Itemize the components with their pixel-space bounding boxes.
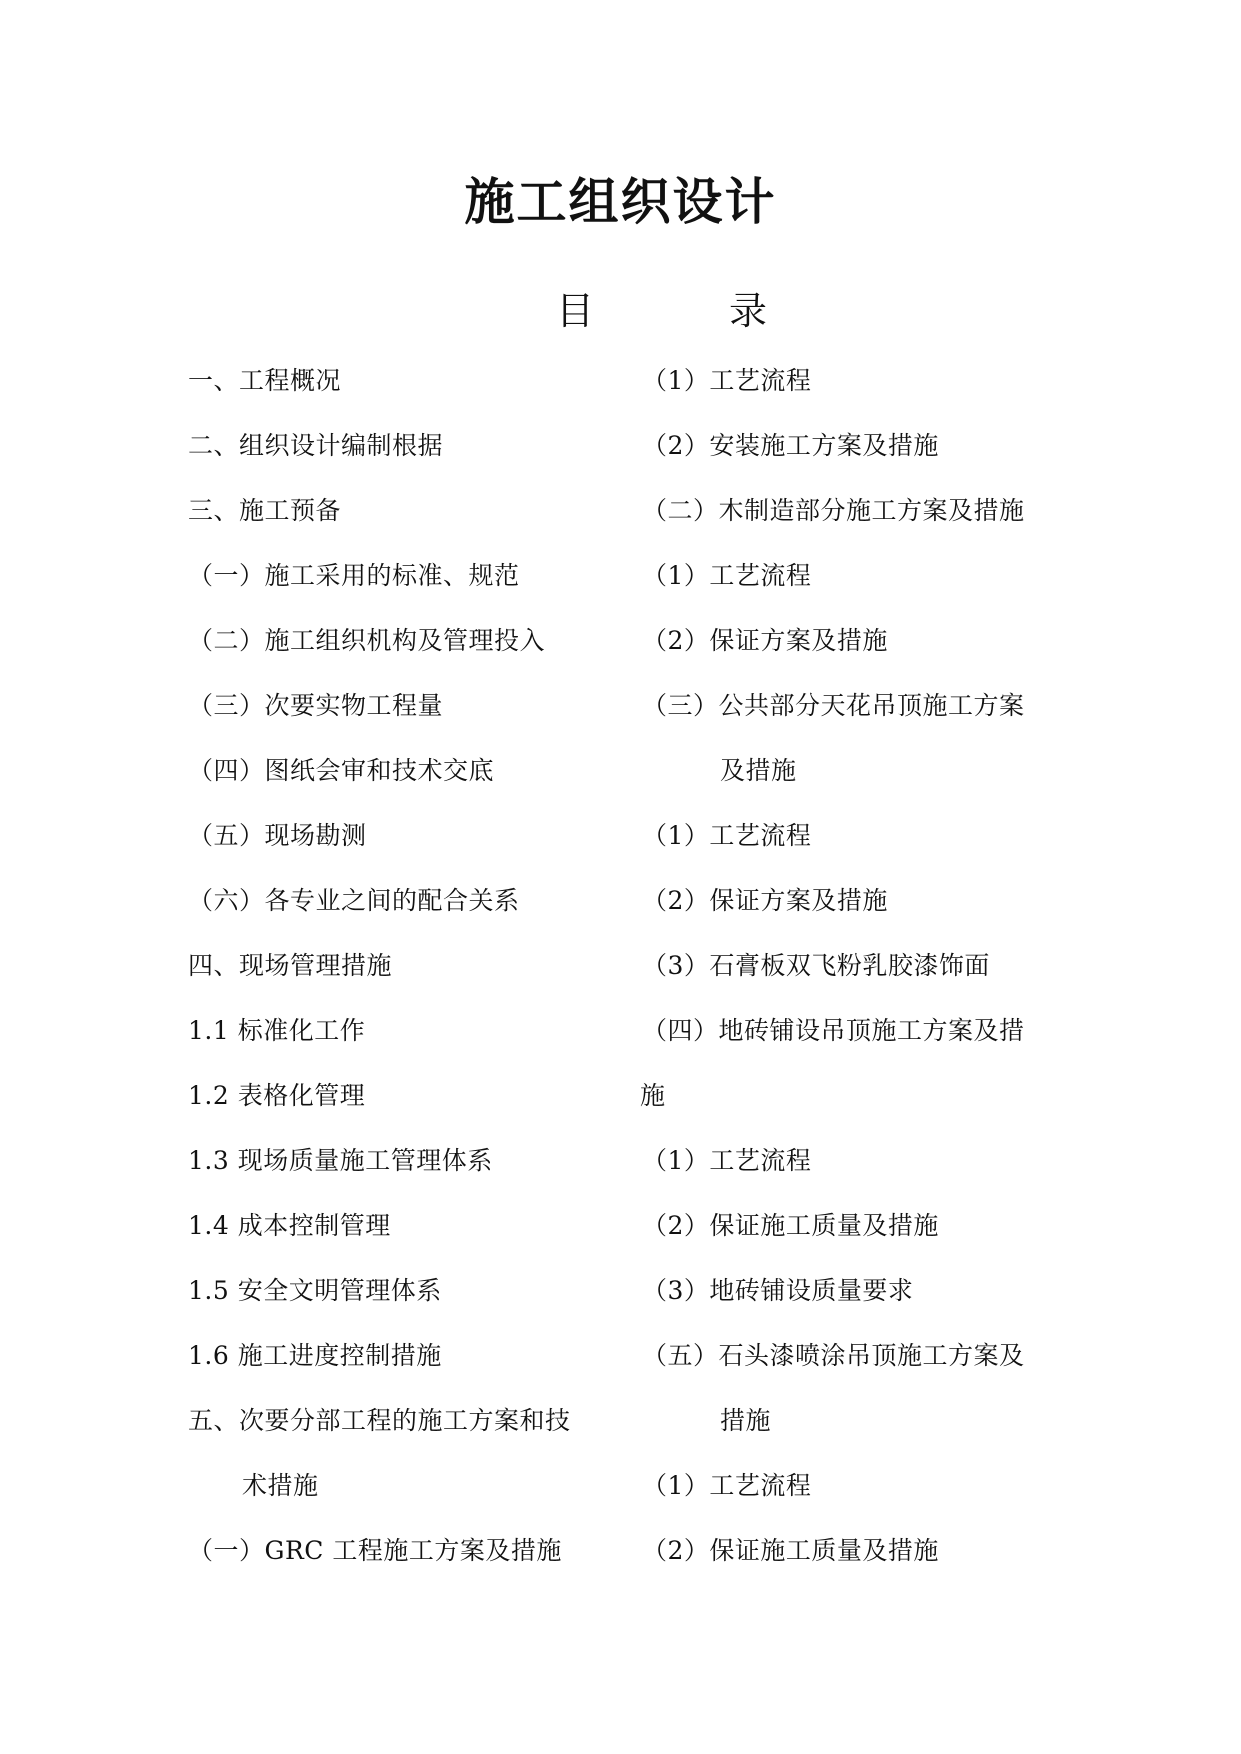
- toc-entry: 二、组织设计编制根据: [188, 431, 444, 460]
- toc-entry: （2）保证施工质量及措施: [642, 1211, 939, 1240]
- toc-entry: （2）安装施工方案及措施: [642, 431, 939, 460]
- toc-entry: （一）GRC 工程施工方案及措施: [188, 1536, 562, 1565]
- toc-entry: 1.2 表格化管理: [188, 1081, 366, 1110]
- toc-heading-char-2: 录: [729, 289, 768, 333]
- toc-entry: （1）工艺流程: [642, 821, 812, 850]
- toc-entry: （三）次要实物工程量: [188, 691, 444, 720]
- toc-entry: （三）公共部分天花吊顶施工方案: [642, 691, 1025, 720]
- toc-left-column: [188, 348, 628, 1583]
- toc-right-column: [642, 348, 1062, 1583]
- toc-heading-char-1: 目: [556, 289, 595, 333]
- toc-entry: 1.3 现场质量施工管理体系: [188, 1146, 493, 1175]
- toc-entry-continuation: 及措施: [720, 756, 797, 785]
- document-title: 施工组织设计: [464, 172, 777, 231]
- toc-entry: （3）石膏板双飞粉乳胶漆饰面: [642, 951, 990, 980]
- toc-entry: （1）工艺流程: [642, 1146, 812, 1175]
- toc-entry: （2）保证方案及措施: [642, 626, 888, 655]
- toc-entry: （1）工艺流程: [642, 366, 812, 395]
- toc-entry: （五）石头漆喷涂吊顶施工方案及: [642, 1341, 1025, 1370]
- toc-entry: 三、施工预备: [188, 496, 342, 525]
- toc-entry: （四）图纸会审和技术交底: [188, 756, 495, 785]
- toc-entry-continuation: 施: [640, 1081, 666, 1110]
- toc-heading: [0, 283, 1241, 343]
- toc-entry: （二）木制造部分施工方案及措施: [642, 496, 1025, 525]
- toc-entry: 五、次要分部工程的施工方案和技: [188, 1406, 571, 1435]
- toc-entry: （1）工艺流程: [642, 1471, 812, 1500]
- toc-entry: 四、现场管理措施: [188, 951, 393, 980]
- toc-entry: （一）施工采用的标准、规范: [188, 561, 520, 590]
- toc-entry: 1.4 成本控制管理: [188, 1211, 391, 1240]
- toc-entry-continuation: 术措施: [242, 1471, 319, 1500]
- toc-entry: （2）保证方案及措施: [642, 886, 888, 915]
- toc-entry: 1.1 标准化工作: [188, 1016, 366, 1045]
- toc-entry: （六）各专业之间的配合关系: [188, 886, 520, 915]
- toc-entry: 一、工程概况: [188, 366, 342, 395]
- toc-entry: （二）施工组织机构及管理投入: [188, 626, 546, 655]
- toc-entry: （3）地砖铺设质量要求: [642, 1276, 914, 1305]
- toc-entry: 1.5 安全文明管理体系: [188, 1276, 442, 1305]
- toc-entry: （五）现场勘测: [188, 821, 367, 850]
- toc-entry: （1）工艺流程: [642, 561, 812, 590]
- toc-entry: （2）保证施工质量及措施: [642, 1536, 939, 1565]
- toc-entry: 1.6 施工进度控制措施: [188, 1341, 442, 1370]
- toc-entry-continuation: 措施: [720, 1406, 772, 1435]
- toc-entry: （四）地砖铺设吊顶施工方案及措: [642, 1016, 1025, 1045]
